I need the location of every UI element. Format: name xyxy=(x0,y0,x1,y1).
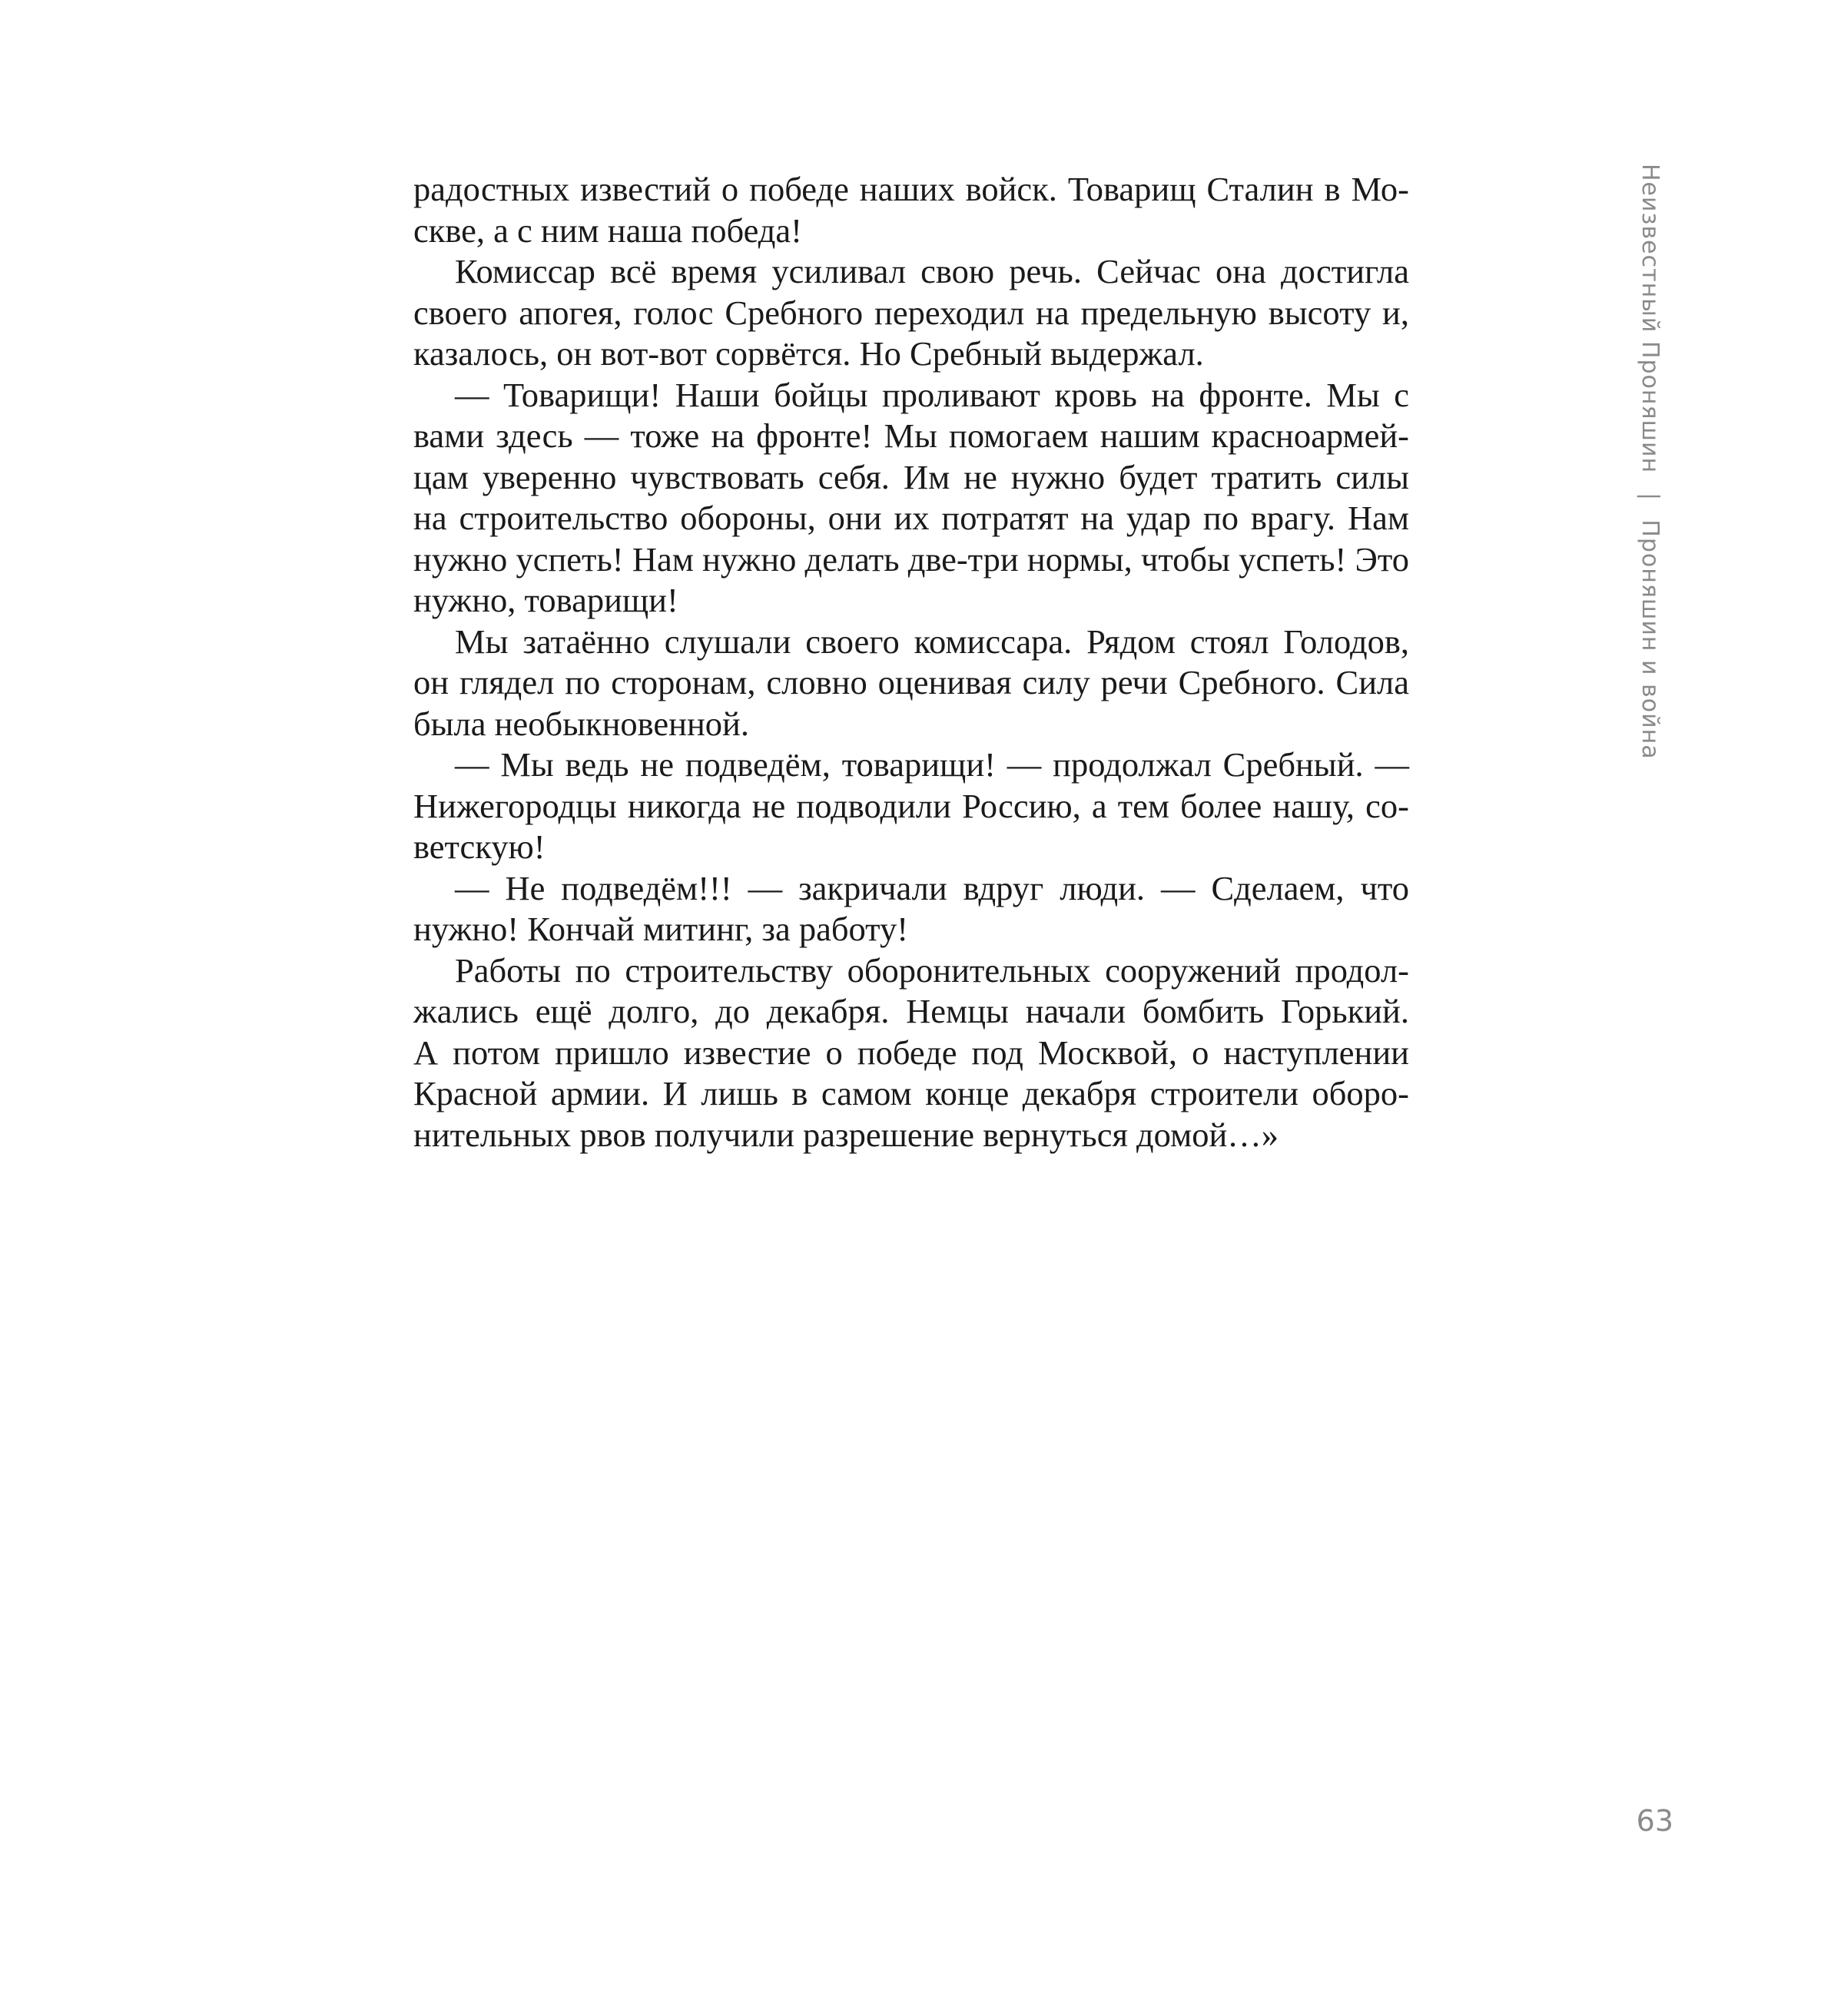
text-line: он глядел по сторонам, словно оценивая силу речи Сребного. Сила xyxy=(413,663,1409,701)
text-line: — Товарищи! Наши бойцы проливают кровь на фронте. Мы с xyxy=(455,375,1409,414)
running-head-chapter-title: Проняшин и война xyxy=(1637,519,1663,760)
text-line: ветскую! xyxy=(413,827,546,866)
text-line: А потом пришло известие о победе под Москвой, о наступлении xyxy=(413,1033,1409,1072)
text-line: скве, а с ним наша победа! xyxy=(413,211,802,250)
text-line: Мы затаённо слушали своего комиссара. Рядом стоял Голодов, xyxy=(455,622,1409,661)
text-line: нужно, товарищи! xyxy=(413,581,678,619)
text-line: радостных известий о победе наших войск. Товарищ Сталин в Мо- xyxy=(413,170,1409,208)
text-line: нужно успеть! Нам нужно делать две-три нормы, чтобы успеть! Это xyxy=(413,539,1409,579)
text-line: цам уверенно чувствовать себя. Им не нужно будет тратить силы xyxy=(413,457,1409,496)
text-line: Нижегородцы никогда не подводили Россию, а тем более нашу, со- xyxy=(413,786,1409,825)
text-line: — Не подведём!!! — закричали вдруг люди. — Сделаем, что xyxy=(455,868,1409,907)
text-line: казалось, он вот-вот сорвётся. Но Сребный выдержал. xyxy=(413,334,1204,373)
running-head-book-title: Неизвестный Проняшин xyxy=(1637,164,1663,474)
text-line: Красной армии. И лишь в самом конце декабря строители оборо- xyxy=(413,1074,1409,1112)
running-head xyxy=(1637,164,1663,760)
page-number: 63 xyxy=(1636,1804,1673,1838)
text-line: нужно! Кончай митинг, за работу! xyxy=(413,910,909,948)
text-line: Комиссар всё время усиливал свою речь. Сейчас она достигла xyxy=(455,252,1409,290)
text-line: Работы по строительству оборонительных сооружений продол- xyxy=(455,950,1409,990)
text-line: — Мы ведь не подведём, товарищи! — продолжал Сребный. — xyxy=(455,745,1409,784)
text-line: вами здесь — тоже на фронте! Мы помогаем нашим красноармей- xyxy=(413,416,1409,455)
text-line: была необыкновенной. xyxy=(413,704,749,743)
text-line: своего апогея, голос Сребного переходил на предельную высоту и, xyxy=(413,293,1409,332)
text-line: жались ещё долго, до декабря. Немцы начали бомбить Горький. xyxy=(413,992,1409,1030)
text-line: на строительство обороны, они их потратят на удар по врагу. Нам xyxy=(413,499,1409,537)
body-text xyxy=(413,169,1409,1156)
running-head-separator: | xyxy=(1637,492,1663,501)
text-line: нительных рвов получили разрешение вернуться домой…» xyxy=(413,1115,1279,1154)
